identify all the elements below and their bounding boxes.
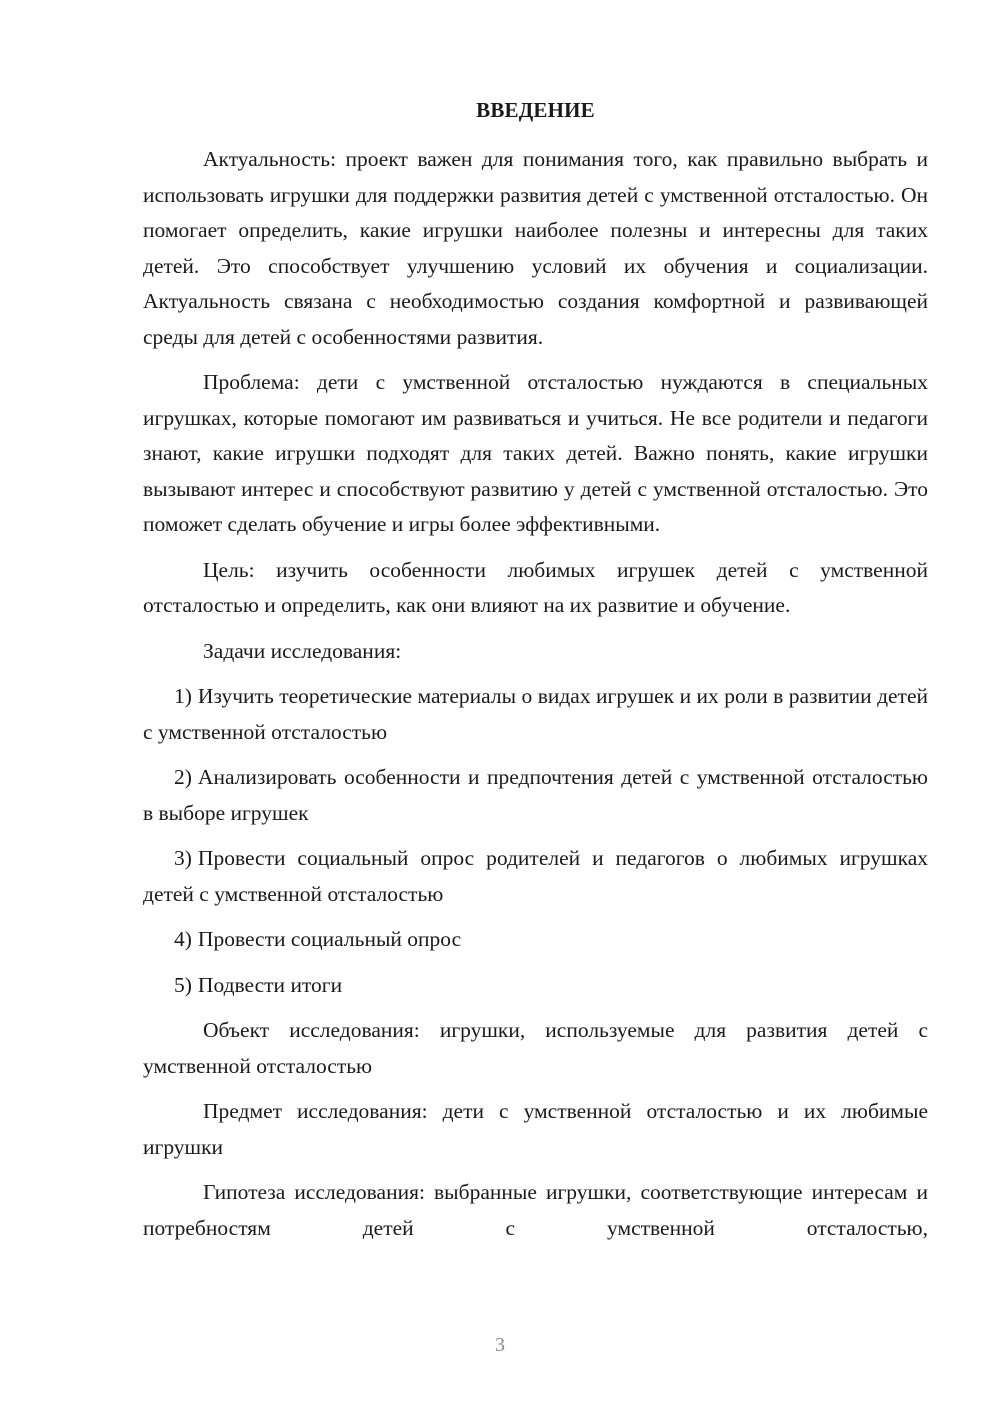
paragraph-goal: Цель: изучить особенности любимых игрушек детей с умственной отсталостью и определить, как они влияют на их развитие и обучение.	[143, 557, 928, 617]
task-text: Изучить теоретические материалы о видах игрушек и их роли в развитии детей с умственной отсталостью	[143, 684, 928, 744]
task-number: 5)	[174, 972, 192, 997]
page-number: 3	[495, 1334, 505, 1356]
task-item-1	[143, 679, 928, 750]
paragraph-problem: Проблема: дети с умственной отсталостью нуждаются в специальных игрушках, которые помогают им развиваться и учиться. Не все родители и педагоги знают, какие игрушки подходят для таких детей. Важно понять, какие игрушки вызывают интерес и способствуют развитию у детей с умственной отсталостью. Это поможет сделать обучение и игры более эффективными.	[143, 370, 928, 536]
task-number: 4)	[174, 927, 192, 951]
tasks-heading: Задачи исследования:	[203, 638, 402, 663]
paragraph-hypothesis: Гипотеза исследования: выбранные игрушки, соответствующие интересам и потребностям детей с умственной отсталостью,	[143, 1180, 928, 1240]
task-text: Провести социальный опрос	[197, 927, 462, 951]
task-number: 1)	[174, 684, 192, 708]
task-text: Анализировать особенности и предпочтения детей с умственной отсталостью в выборе игрушек	[143, 765, 928, 825]
task-item-2	[143, 760, 928, 831]
task-number: 3)	[174, 846, 192, 870]
paragraph-relevance: Актуальность: проект важен для понимания того, как правильно выбрать и использовать игрушки для поддержки развития детей с умственной отсталостью. Он помогает определить, какие игрушки наиболее полезны и интересны для таких детей. Это способствует улучшению условий их обучения и социализации. Актуальность связана с необходимостью создания комфортной и развивающей среды для детей с особенностями развития.	[143, 147, 928, 349]
task-text: Провести социальный опрос родителей и педагогов о любимых игрушках детей с умственной отсталостью	[143, 846, 928, 906]
task-item-5	[143, 968, 928, 1004]
task-item-3	[143, 841, 928, 912]
paragraph-subject: Предмет исследования: дети с умственной отсталостью и их любимые игрушки	[143, 1099, 928, 1159]
task-number: 2)	[174, 765, 192, 789]
task-text: Подвести итоги	[197, 972, 343, 997]
document-title: ВВЕДЕНИЕ	[476, 98, 595, 122]
document-page	[143, 92, 928, 1256]
task-item-4	[143, 922, 928, 958]
paragraph-object: Объект исследования: игрушки, используемые для развития детей с умственной отсталостью	[143, 1018, 928, 1078]
